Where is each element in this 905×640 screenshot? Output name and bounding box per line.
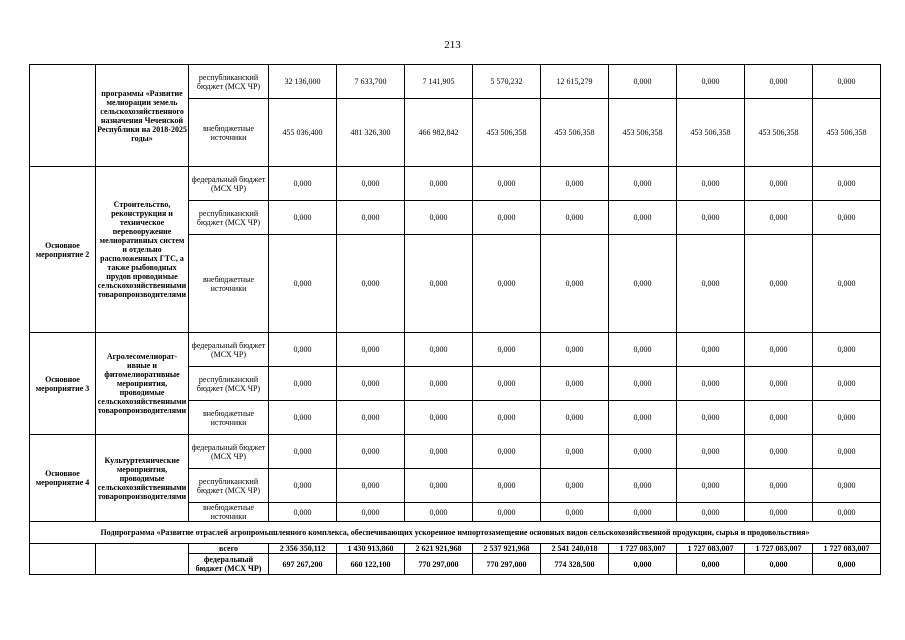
value-cell: 2 356 350,112 xyxy=(269,544,337,554)
funding-source-cell: федеральный бюджет (МСХ ЧР) xyxy=(189,167,269,201)
value-cell: 0,000 xyxy=(405,435,473,469)
subprogram-title: Подпрограмма «Развитие отраслей агропромышленного комплекса, обеспечивающих ускоренное импортозамещение основных видов сельскохозяйственной продукции, сырья и продовольствия» xyxy=(30,522,881,544)
table-row xyxy=(30,544,881,554)
value-cell: 0,000 xyxy=(405,201,473,235)
funding-source-cell: республиканский бюджет (МСХ ЧР) xyxy=(189,201,269,235)
funding-source-cell: федеральный бюджет (МСХ ЧР) xyxy=(189,435,269,469)
value-cell: 0,000 xyxy=(609,201,677,235)
value-cell: 0,000 xyxy=(269,469,337,503)
table-body xyxy=(30,65,881,575)
value-cell: 0,000 xyxy=(745,367,813,401)
value-cell: 770 297,000 xyxy=(405,554,473,575)
value-cell: 0,000 xyxy=(745,435,813,469)
value-cell: 0,000 xyxy=(677,367,745,401)
value-cell: 0,000 xyxy=(269,503,337,522)
value-cell: 0,000 xyxy=(813,554,881,575)
value-cell: 7 633,700 xyxy=(337,65,405,99)
value-cell: 0,000 xyxy=(677,235,745,333)
value-cell: 0,000 xyxy=(813,235,881,333)
value-cell: 0,000 xyxy=(813,435,881,469)
value-cell: 0,000 xyxy=(745,65,813,99)
value-cell: 455 036,400 xyxy=(269,99,337,167)
value-cell: 453 506,358 xyxy=(677,99,745,167)
event-cell: Основное мероприятие 3 xyxy=(30,333,96,435)
value-cell: 0,000 xyxy=(269,235,337,333)
value-cell: 0,000 xyxy=(337,469,405,503)
value-cell: 0,000 xyxy=(473,435,541,469)
value-cell: 0,000 xyxy=(609,367,677,401)
value-cell: 0,000 xyxy=(745,333,813,367)
value-cell: 0,000 xyxy=(405,333,473,367)
value-cell: 0,000 xyxy=(813,503,881,522)
value-cell: 0,000 xyxy=(337,435,405,469)
value-cell: 0,000 xyxy=(813,469,881,503)
value-cell: 0,000 xyxy=(745,469,813,503)
value-cell: 660 122,100 xyxy=(337,554,405,575)
value-cell: 0,000 xyxy=(337,367,405,401)
description-cell xyxy=(96,544,189,575)
budget-table xyxy=(29,64,881,575)
value-cell: 453 506,358 xyxy=(541,99,609,167)
value-cell: 1 727 083,007 xyxy=(813,544,881,554)
value-cell: 0,000 xyxy=(473,469,541,503)
value-cell: 0,000 xyxy=(745,401,813,435)
value-cell: 697 267,200 xyxy=(269,554,337,575)
value-cell: 0,000 xyxy=(337,401,405,435)
value-cell: 0,000 xyxy=(813,367,881,401)
value-cell: 0,000 xyxy=(677,201,745,235)
value-cell: 0,000 xyxy=(337,201,405,235)
value-cell: 0,000 xyxy=(609,401,677,435)
value-cell: 0,000 xyxy=(677,65,745,99)
value-cell: 0,000 xyxy=(677,333,745,367)
value-cell: 0,000 xyxy=(745,167,813,201)
value-cell: 0,000 xyxy=(541,201,609,235)
value-cell: 0,000 xyxy=(473,235,541,333)
value-cell: 0,000 xyxy=(269,435,337,469)
funding-source-cell: республиканский бюджет (МСХ ЧР) xyxy=(189,367,269,401)
table-row xyxy=(30,333,881,367)
value-cell: 0,000 xyxy=(541,333,609,367)
value-cell: 0,000 xyxy=(405,469,473,503)
value-cell: 0,000 xyxy=(609,503,677,522)
value-cell: 0,000 xyxy=(541,235,609,333)
value-cell: 0,000 xyxy=(473,401,541,435)
value-cell: 0,000 xyxy=(337,235,405,333)
value-cell: 0,000 xyxy=(337,167,405,201)
event-cell xyxy=(30,65,96,167)
value-cell: 5 570,232 xyxy=(473,65,541,99)
value-cell: 774 328,500 xyxy=(541,554,609,575)
value-cell: 0,000 xyxy=(541,167,609,201)
value-cell: 32 136,000 xyxy=(269,65,337,99)
value-cell: 0,000 xyxy=(541,367,609,401)
value-cell: 0,000 xyxy=(609,554,677,575)
event-cell xyxy=(30,544,96,575)
value-cell: 0,000 xyxy=(541,469,609,503)
value-cell: 0,000 xyxy=(677,401,745,435)
value-cell: 0,000 xyxy=(813,65,881,99)
value-cell: 2 537 921,968 xyxy=(473,544,541,554)
value-cell: 453 506,358 xyxy=(813,99,881,167)
value-cell: 481 326,300 xyxy=(337,99,405,167)
value-cell: 0,000 xyxy=(269,201,337,235)
funding-source-cell: федеральный бюджет (МСХ ЧР) xyxy=(189,333,269,367)
value-cell: 0,000 xyxy=(269,333,337,367)
value-cell: 0,000 xyxy=(269,401,337,435)
value-cell: 0,000 xyxy=(745,503,813,522)
table-row xyxy=(30,435,881,469)
value-cell: 0,000 xyxy=(405,367,473,401)
value-cell: 1 727 083,007 xyxy=(677,544,745,554)
value-cell: 0,000 xyxy=(609,469,677,503)
funding-source-cell: внебюджетные источники xyxy=(189,235,269,333)
funding-source-cell: республиканский бюджет (МСХ ЧР) xyxy=(189,469,269,503)
value-cell: 7 141,905 xyxy=(405,65,473,99)
value-cell: 0,000 xyxy=(541,435,609,469)
funding-source-cell: внебюджетные источники xyxy=(189,99,269,167)
value-cell: 0,000 xyxy=(541,503,609,522)
value-cell: 0,000 xyxy=(269,167,337,201)
value-cell: 1 727 083,007 xyxy=(609,544,677,554)
value-cell: 2 621 921,968 xyxy=(405,544,473,554)
value-cell: 0,000 xyxy=(473,201,541,235)
description-cell: Строительство, реконструкция и техническое перевооружение мелиоративных систем и отдельно расположенных ГТС, а также рыбоводных прудов проводимые сельскохозяйственными товаропроизводителями xyxy=(96,167,189,333)
value-cell: 0,000 xyxy=(405,235,473,333)
funding-source-cell: внебюджетные источники xyxy=(189,503,269,522)
table-row xyxy=(30,167,881,201)
page-number: 213 xyxy=(444,39,461,51)
value-cell: 0,000 xyxy=(473,333,541,367)
funding-source-cell: внебюджетные источники xyxy=(189,401,269,435)
subprogram-row xyxy=(30,522,881,544)
value-cell: 0,000 xyxy=(405,503,473,522)
value-cell: 0,000 xyxy=(677,554,745,575)
value-cell: 453 506,358 xyxy=(473,99,541,167)
value-cell: 0,000 xyxy=(745,201,813,235)
event-cell: Основное мероприятие 4 xyxy=(30,435,96,522)
description-cell: Культуртехнические мероприятия, проводимые сельскохозяйственными товаропроизводителями xyxy=(96,435,189,522)
value-cell: 0,000 xyxy=(745,554,813,575)
value-cell: 2 541 240,018 xyxy=(541,544,609,554)
description-cell: программы «Развитие мелиорации земель сельскохозяйственного назначения Чеченской Республики на 2018-2025 годы» xyxy=(96,65,189,167)
value-cell: 0,000 xyxy=(813,401,881,435)
value-cell: 0,000 xyxy=(337,333,405,367)
value-cell: 770 297,000 xyxy=(473,554,541,575)
value-cell: 0,000 xyxy=(813,201,881,235)
value-cell: 0,000 xyxy=(473,167,541,201)
event-cell: Основное мероприятие 2 xyxy=(30,167,96,333)
table-row xyxy=(30,65,881,99)
funding-source-cell: республиканский бюджет (МСХ ЧР) xyxy=(189,65,269,99)
funding-source-cell: федеральный бюджет (МСХ ЧР) xyxy=(189,554,269,575)
description-cell: Агролесомелиоративные и фитомелиоративные мероприятия, проводимые сельскохозяйственными товаропроизводителями xyxy=(96,333,189,435)
value-cell: 0,000 xyxy=(677,469,745,503)
value-cell: 0,000 xyxy=(609,435,677,469)
value-cell: 0,000 xyxy=(745,235,813,333)
value-cell: 0,000 xyxy=(473,367,541,401)
value-cell: 0,000 xyxy=(609,235,677,333)
value-cell: 1 727 083,007 xyxy=(745,544,813,554)
value-cell: 453 506,358 xyxy=(609,99,677,167)
value-cell: 0,000 xyxy=(473,503,541,522)
value-cell: 0,000 xyxy=(609,333,677,367)
value-cell: 0,000 xyxy=(677,167,745,201)
value-cell: 0,000 xyxy=(405,167,473,201)
funding-source-cell: всего xyxy=(189,544,269,554)
value-cell: 0,000 xyxy=(337,503,405,522)
value-cell: 0,000 xyxy=(677,435,745,469)
value-cell: 0,000 xyxy=(677,503,745,522)
value-cell: 466 982,842 xyxy=(405,99,473,167)
value-cell: 0,000 xyxy=(541,401,609,435)
value-cell: 0,000 xyxy=(813,167,881,201)
value-cell: 12 615,279 xyxy=(541,65,609,99)
value-cell: 0,000 xyxy=(609,65,677,99)
value-cell: 0,000 xyxy=(813,333,881,367)
value-cell: 0,000 xyxy=(609,167,677,201)
value-cell: 453 506,358 xyxy=(745,99,813,167)
value-cell: 0,000 xyxy=(405,401,473,435)
value-cell: 1 430 913,860 xyxy=(337,544,405,554)
value-cell: 0,000 xyxy=(269,367,337,401)
